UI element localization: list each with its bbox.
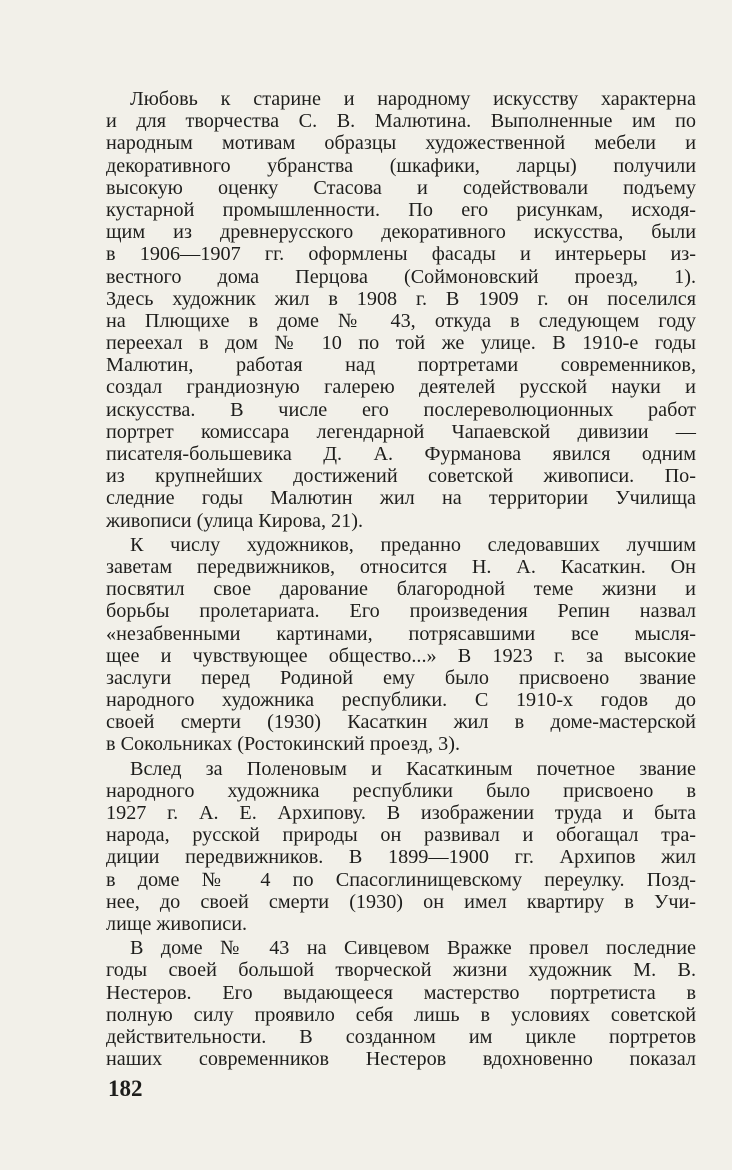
paragraph-1: [106, 88, 696, 532]
text-line: искусства. В числе его послереволюционных работ: [106, 398, 696, 421]
text-line: живописи (улица Кирова, 21).: [106, 509, 364, 532]
text-line: В доме № 43 на Сивцевом Вражке провел последние: [130, 937, 696, 960]
text-line: создал грандиозную галерею деятелей русской науки и: [106, 376, 696, 399]
text-line: Любовь к старине и народному искусству характерна: [130, 88, 696, 110]
text-line: народного художника республики было присвоено в: [106, 779, 696, 802]
text-line: вестного дома Перцова (Соймоновский проезд, 1).: [106, 265, 696, 288]
text-line: писателя-большевика Д. А. Фурманова явился одним: [106, 443, 696, 465]
text-line: своей смерти (1930) Касаткин жил в доме-мастерской: [106, 711, 696, 734]
text-line: портрет комиссара легендарной Чапаевской дивизии —: [106, 420, 696, 443]
text-line: кустарной промышленности. По его рисункам, исходя-: [106, 198, 696, 221]
text-line: Нестеров. Его выдающееся мастерство портретиста в: [106, 981, 696, 1004]
text-line: народа, русской природы он развивал и обогащал тра-: [106, 824, 696, 847]
text-line: народным мотивам образцы художественной мебели и: [106, 132, 696, 155]
text-line: лище живописи.: [106, 912, 248, 935]
text-line: на Плющихе в доме № 43, откуда в следующем году: [106, 309, 696, 332]
text-line: годы своей большой творческой жизни художник М. В.: [106, 959, 696, 982]
text-line: Здесь художник жил в 1908 г. В 1909 г. он поселился: [106, 287, 696, 310]
text-line: народного художника республики. С 1910-х годов до: [106, 689, 696, 712]
paragraph-2: [106, 534, 696, 756]
text-line: и для творчества С. В. Малютина. Выполненные им по: [106, 110, 696, 133]
text-line: в Сокольниках (Ростокинский проезд, 3).: [106, 733, 461, 756]
text-line: полную силу проявило себя лишь в условиях советской: [106, 1003, 696, 1026]
text-line: в доме № 4 по Спасоглинищевскому переулку. Позд-: [106, 868, 696, 891]
text-line: щее и чувствующее общество...» В 1923 г. за высокие: [106, 644, 696, 667]
text-line: диции передвижников. В 1899—1900 гг. Архипов жил: [106, 846, 696, 869]
text-line: заветам передвижников, относится Н. А. Касаткин. Он: [106, 555, 696, 578]
text-line: декоративного убранства (шкафики, ларцы) получили: [106, 154, 696, 177]
text-line: «незабвенными картинами, потрясавшими все мысля-: [106, 622, 696, 645]
text-line: Вслед за Поленовым и Касаткиным почетное звание: [130, 757, 696, 780]
text-line: из крупнейших достижений советской живописи. По-: [106, 465, 696, 488]
text-line: наших современников Нестеров вдохновенно показал: [106, 1048, 696, 1071]
text-line: заслуги перед Родиной ему было присвоено звание: [106, 666, 696, 689]
text-line: в 1906—1907 гг. оформлены фасады и интерьеры из-: [106, 243, 696, 266]
text-line: высокую оценку Стасова и содействовали подъему: [106, 176, 696, 199]
paragraph-4: [106, 937, 696, 1070]
text-line: следние годы Малютин жил на территории Училища: [106, 487, 696, 510]
text-line: Малютин, работая над портретами современников,: [106, 354, 696, 377]
text-line: 1927 г. А. Е. Архипову. В изображении труда и быта: [106, 802, 696, 824]
text-line: нее, до своей смерти (1930) он имел квартиру в Учи-: [106, 890, 696, 913]
text-line: борьбы пролетариата. Его произведения Репин назвал: [106, 600, 696, 623]
text-line: щим из древнерусского декоративного искусства, были: [106, 221, 696, 244]
text-line: переехал в дом № 10 по той же улице. В 1910-е годы: [106, 332, 696, 355]
page-number: 182: [108, 1076, 143, 1101]
body-text: [106, 88, 696, 1070]
text-line: К числу художников, преданно следовавших лучшим: [130, 533, 696, 556]
text-line: действительности. В созданном им цикле портретов: [106, 1025, 696, 1048]
paragraph-3: [106, 758, 696, 936]
text-line: посвятил свое дарование благородной теме жизни и: [106, 578, 696, 601]
